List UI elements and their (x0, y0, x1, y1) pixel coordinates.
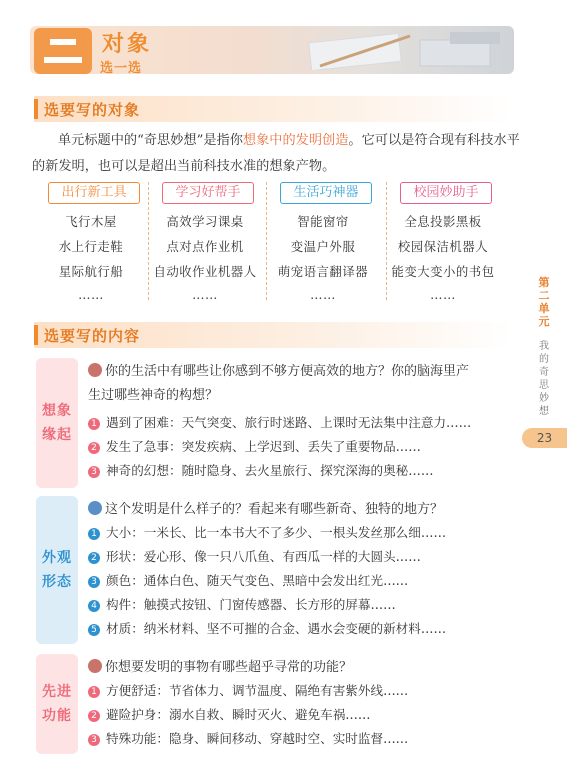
category-item: 自动收作业机器人 (153, 264, 257, 279)
group-label: 外观 形态 (42, 550, 72, 590)
group-item: 5 材质：纳米材料、坚不可摧的合金、遇水会变硬的新材料…… (88, 618, 528, 637)
section-heading-content: 选要写的内容 (34, 322, 514, 348)
group-question: 这个发明是什么样子的？看起来有哪些新奇、独特的地方？ (88, 498, 518, 522)
item-number-badge: 2 (88, 710, 100, 722)
page-title: 对象 (102, 32, 153, 57)
group-label: 想象 缘起 (42, 403, 72, 443)
section-heading-objects: 选要写的对象 (34, 96, 514, 122)
group-item: 1 遇到了困难：天气突变、旅行时迷路、上课时无法集中注意力…… (88, 412, 528, 431)
group-item: 3 特殊功能：隐身、瞬间移动、穿越时空、实时监督…… (88, 728, 528, 747)
group-item: 2 避险护身：溺水自救、瞬时灭火、避免车祸…… (88, 704, 528, 723)
group-item: 2 形状：爱心形、像一只八爪鱼、有西瓜一样的大圆头…… (88, 546, 528, 565)
category-item: …… (310, 287, 336, 302)
category-item: 能变大变小的书包 (391, 264, 495, 279)
item-number-badge: 1 (88, 528, 100, 540)
group-item: 3 颜色：通体白色、随天气变色、黑暗中会发出红光…… (88, 570, 528, 589)
category-tag: 生活巧神器 (280, 182, 372, 204)
item-number-badge: 1 (88, 418, 100, 430)
category-tag: 出行新工具 (48, 182, 140, 204)
category-item: 智能窗帘 (297, 214, 349, 229)
page-number: 23 (522, 428, 567, 448)
category-item: 变温户外服 (290, 239, 356, 254)
desk-illustration (300, 30, 510, 70)
item-number-badge: 3 (88, 466, 100, 478)
item-number-badge: 2 (88, 442, 100, 454)
group-item: 3 神奇的幻想：随时隐身、去火星旅行、探究深海的奥秘…… (88, 460, 528, 479)
section-number-badge (34, 28, 92, 74)
student-avatar-icon (88, 659, 102, 673)
category-item: 星际航行船 (58, 264, 124, 279)
category-item: …… (430, 287, 456, 302)
category-tag: 校园妙助手 (400, 182, 492, 204)
group-question: 你的生活中有哪些让你感到不够方便高效的地方？你的脑海里产 生过哪些神奇的构想？ (88, 364, 470, 403)
group-item: 4 构件：触摸式按钮、门窗传感器、长方形的屏幕…… (88, 594, 528, 613)
group-label-card (36, 654, 78, 754)
group-label: 先进 功能 (42, 684, 72, 724)
category-item: 高效学习课桌 (166, 214, 244, 229)
category-item: 飞行木屋 (65, 214, 117, 229)
category-item: 萌宠语言翻译器 (277, 264, 369, 279)
student-avatar-icon (88, 501, 102, 515)
category-tag: 学习好帮手 (162, 182, 254, 204)
unit-label: 第 二 单 元 (538, 276, 550, 328)
category-item: 全息投影黑板 (404, 214, 482, 229)
category-item: 点对点作业机 (166, 239, 244, 254)
intro-paragraph: 单元标题中的“奇思妙想”是指你想象中的发明创造。它可以是符合现有科技水平的新发明，也可以是超出当前科技水准的想象产物。 (32, 133, 520, 174)
category-item: …… (192, 287, 218, 302)
item-number-badge: 4 (88, 600, 100, 612)
category-item: 水上行走鞋 (58, 239, 124, 254)
group-item: 1 方便舒适：节省体力、调节温度、隔绝有害紫外线…… (88, 680, 528, 699)
item-number-badge: 1 (88, 686, 100, 698)
item-number-badge: 2 (88, 552, 100, 564)
group-item: 1 大小：一米长、比一本书大不了多少、一根头发丝那么细…… (88, 522, 528, 541)
student-avatar-icon (88, 363, 102, 377)
item-number-badge: 5 (88, 624, 100, 636)
item-number-badge: 3 (88, 576, 100, 588)
category-item: 校园保洁机器人 (397, 239, 489, 254)
item-number-badge: 3 (88, 734, 100, 746)
unit-theme: 我 的 奇 思 妙 想 (539, 341, 549, 417)
group-label-card (36, 496, 78, 644)
group-item: 2 发生了急事：突发疾病、上学迟到、丢失了重要物品…… (88, 436, 528, 455)
category-item: …… (78, 287, 104, 302)
group-label-card (36, 358, 78, 488)
page-subtitle: 选一选 (100, 61, 143, 76)
group-question: 你想要发明的事物有哪些超乎寻常的功能？ (88, 656, 518, 680)
